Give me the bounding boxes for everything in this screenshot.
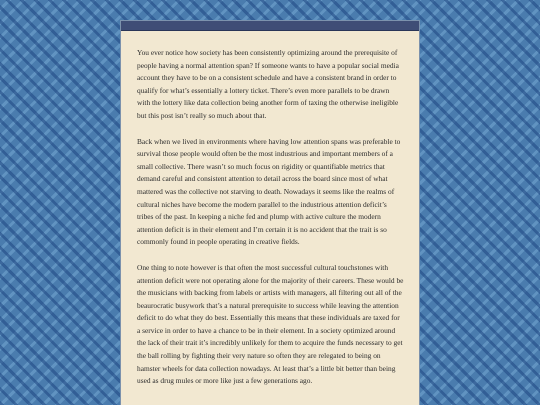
post-body [121,31,419,388]
post-card [121,21,419,405]
post-paragraph-1: You ever notice how society has been consistently optimizing around the prerequisite of people having a normal attention span? If someone wants to have a popular social media account they have to be on a consistent schedule and have a consistent brand in order to qualify for what’s essentially a lottery ticket. There’s even more parallels to be drawn with the lottery like data collection being another form of taxing the otherwise ineligible but this post isn’t really so much about that. [137,48,399,120]
post-paragraph-2: Back when we lived in environments where having low attention spans was preferable to survival those people would often be the most industrious and important members of a small collective. There wasn’t so much focus on rigidity or quantifiable metrics that demand careful and consistent attention to detail across the board since most of what mattered was the collective not starving to death. Nowadays it seems like the realms of cultural niches have become the modern parallel to the industrious attention deficit’s tribes of the past. In keeping a niche fed and plump with active culture the modern attention deficit is in their element and I’m certain it is no accident that the trait is so commonly found in people operating in creative fields. [137,136,401,247]
post-header-bar [121,21,419,31]
post-paragraph-3: One thing to note however is that often the most successful cultural touchstones with attention deficit were not operating alone for the majority of their careers. These would be the musicians with backing from labels or artists with managers, all filtering out all of the beaurocratic busywork that’s a natural prerequisite to success while leaving the attention deficit to do what they do best. Essentially this means that these individuals are taxed for a service in order to have a chance to be in their element. In a society optimized around the lack of their trait it’s incredibly unlikely for them to acquire the funds necessary to get the ball rolling by fighting their very nature so often they are relegated to being on hamster wheels for data collection nowadays. At least that’s a little bit better than being used as drug mules or more like just a few generations ago. [137,262,404,386]
